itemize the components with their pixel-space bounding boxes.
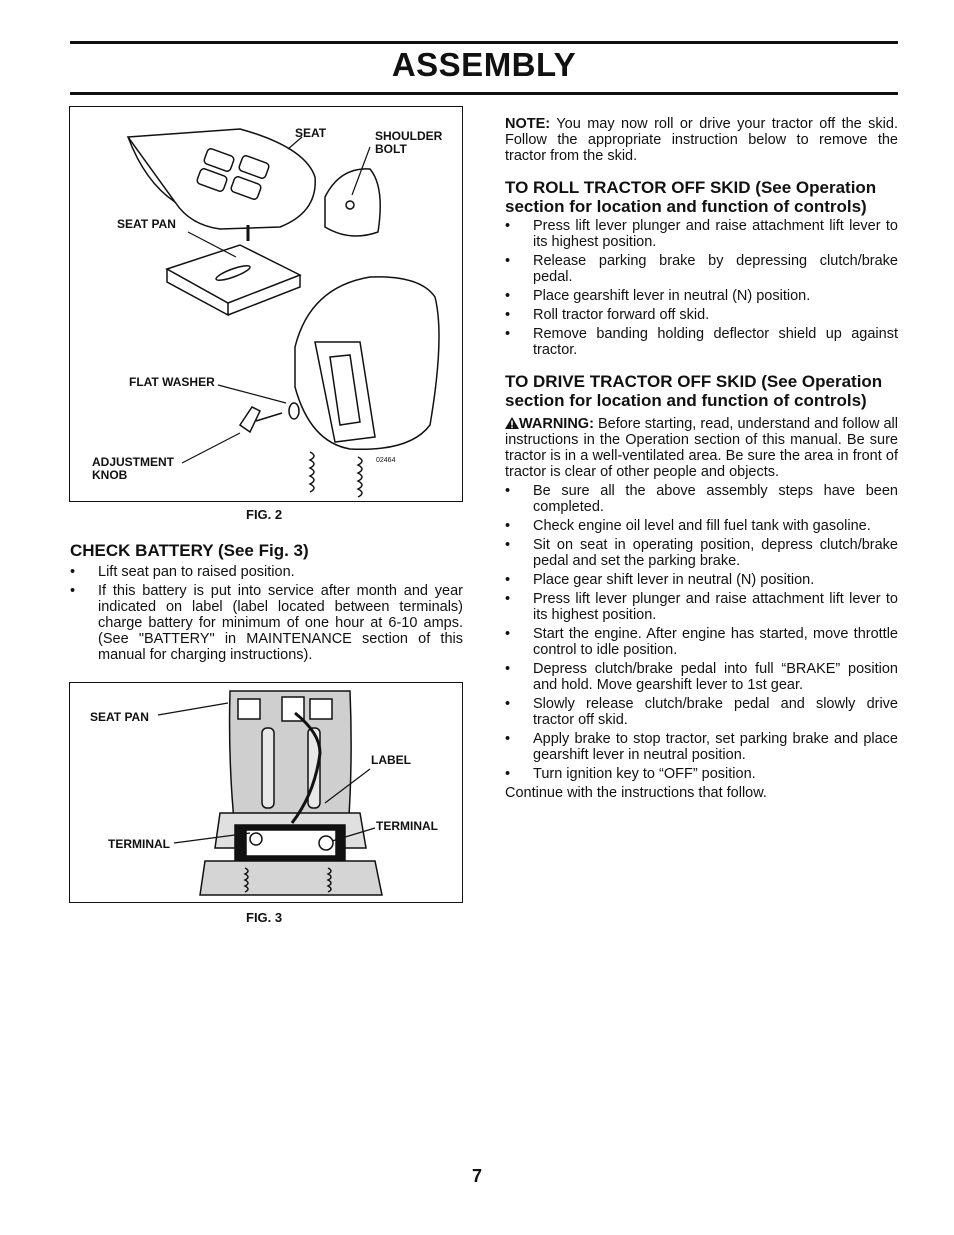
shoulder-bolt-callout: SHOULDER BOLT <box>375 129 443 156</box>
list-item: • Sit on seat in operating position, depress clutch/brake pedal and set the parking brake. <box>505 537 898 569</box>
terminal-right-callout: TERMINAL <box>376 819 438 833</box>
warning-text: Before starting, read, understand and follow all instructions in the Operation section of this manual. Be sure tractor is in a well-ventilated area. Be sure the area in front of tractor is clear of other people and objects. <box>505 416 898 480</box>
figure-3 <box>69 682 463 903</box>
note-label: NOTE: <box>505 116 551 132</box>
note-paragraph <box>505 116 898 164</box>
page-title: ASSEMBLY <box>391 46 577 83</box>
list-item: • Press lift lever plunger and raise attachment lift lever to its highest position. <box>505 591 898 623</box>
header-rule-top <box>70 41 898 44</box>
roll-off-heading: TO ROLL TRACTOR OFF SKID (See Operation section for location and function of controls) <box>505 178 877 216</box>
list-item: • Turn ignition key to “OFF” position. <box>505 766 898 782</box>
roll-off-list <box>505 218 898 358</box>
check-battery-list <box>70 564 463 663</box>
terminal-left-callout: TERMINAL <box>108 837 170 851</box>
list-item: • Press lift lever plunger and raise attachment lift lever to its highest position. <box>505 218 898 250</box>
list-item: • Release parking brake by depressing clutch/brake pedal. <box>505 253 898 285</box>
flat-washer-callout: FLAT WASHER <box>129 375 215 389</box>
fig-3-caption: FIG. 3 <box>246 910 283 925</box>
check-battery-heading: CHECK BATTERY (See Fig. 3) <box>70 541 309 560</box>
list-item: • Start the engine. After engine has started, move throttle control to idle position. <box>505 626 898 658</box>
seat-assembly-illustration <box>70 107 464 503</box>
warning-label: WARNING: <box>519 416 594 432</box>
list-item: • If this battery is put into service after month and year indicated on label (label located between terminals) charge battery for minimum of one hour at 6-10 amps. (See "BATTERY" in MAINTENANCE section of this manual for charging instructions). <box>70 583 463 663</box>
drive-off-list <box>505 483 898 782</box>
header-rule-bottom <box>70 92 898 95</box>
adjustment-knob-callout: ADJUSTMENT KNOB <box>92 455 175 482</box>
seat-pan-callout: SEAT PAN <box>117 217 176 231</box>
list-item: • Be sure all the above assembly steps have been completed. <box>505 483 898 515</box>
list-item: • Roll tractor forward off skid. <box>505 307 898 323</box>
list-item: • Place gearshift lever in neutral (N) position. <box>505 288 898 304</box>
closing-paragraph: Continue with the instructions that follow. <box>505 785 767 801</box>
part-number: 02464 <box>376 457 396 464</box>
page-number: 7 <box>471 1166 482 1186</box>
drive-off-heading: TO DRIVE TRACTOR OFF SKID (See Operation section for location and function of controls) <box>505 372 883 410</box>
list-item: • Lift seat pan to raised position. <box>70 564 463 580</box>
list-item: • Check engine oil level and fill fuel tank with gasoline. <box>505 518 898 534</box>
check-battery-section <box>70 541 463 666</box>
figure-2 <box>69 106 463 502</box>
seat-pan-callout: SEAT PAN <box>90 710 149 724</box>
warning-triangle-icon <box>505 417 519 429</box>
list-item: • Slowly release clutch/brake pedal and slowly drive tractor off skid. <box>505 696 898 728</box>
list-item: • Apply brake to stop tractor, set parking brake and place gearshift lever in neutral position. <box>505 731 898 763</box>
label-callout: LABEL <box>371 753 411 767</box>
list-item: • Remove banding holding deflector shield up against tractor. <box>505 326 898 358</box>
right-column <box>505 116 898 801</box>
fig-2-caption: FIG. 2 <box>246 507 283 522</box>
note-text: You may now roll or drive your tractor off the skid. Follow the appropriate instruction below to remove the tractor from the skid. <box>505 116 898 164</box>
list-item: • Depress clutch/brake pedal into full “BRAKE” position and hold. Move gearshift lever to 1st gear. <box>505 661 898 693</box>
warning-paragraph <box>505 416 898 480</box>
list-item: • Place gear shift lever in neutral (N) position. <box>505 572 898 588</box>
seat-callout: SEAT <box>295 126 327 140</box>
